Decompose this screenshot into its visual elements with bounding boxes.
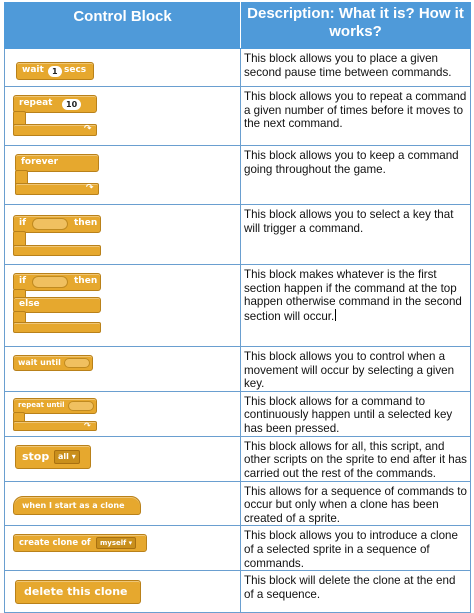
table-row: [5, 481, 471, 526]
block-cell: [5, 87, 241, 146]
description-cell: This block allows for a command to continuously happen until a selected key has been pressed.: [241, 391, 471, 436]
condition-slot: [32, 276, 68, 288]
header-description: Description: What it is? How it works?: [241, 3, 471, 49]
table-row: [5, 526, 471, 571]
wait-until-block: wait until: [13, 355, 93, 371]
description-cell: This block allows you to introduce a clone of a selected sprite in a sequence of commands.: [241, 526, 471, 571]
description-cell: This block allows you to control when a movement will occur by selecting a given key.: [241, 347, 471, 392]
block-cell: [5, 347, 241, 392]
table-row: [5, 146, 471, 205]
table-row: [5, 87, 471, 146]
table-row: [5, 391, 471, 436]
description-cell: This block makes whatever is the first section happen if the command at the top happen otherwise command in the second section will occur.: [241, 265, 471, 347]
hat-when-start-as-clone: when I start as a clone: [13, 496, 141, 515]
clone-target-dropdown[interactable]: myself ▾: [96, 537, 136, 549]
if-else-foot: [13, 322, 101, 333]
description-cell: This block allows you to repeat a command a given number of times before it moves to the next command.: [241, 87, 471, 146]
condition-slot: [64, 358, 90, 368]
repeat-block-foot: [13, 124, 97, 136]
block-cell: [5, 391, 241, 436]
loop-arrow-icon: ↷: [86, 183, 94, 193]
wait-block: wait 1 secs: [16, 62, 94, 80]
create-clone-block: create clone of myself ▾: [13, 534, 147, 552]
block-cell: [5, 205, 241, 265]
description-cell: This block will delete the clone at the end of a sequence.: [241, 571, 471, 613]
description-cell: This block allows you to keep a command going throughout the game.: [241, 146, 471, 205]
if-block-foot: [13, 245, 101, 256]
block-cell: [5, 436, 241, 481]
loop-arrow-icon: ↷: [84, 420, 91, 430]
stop-option-dropdown[interactable]: all ▾: [54, 450, 80, 464]
header-control-block: Control Block: [5, 3, 241, 49]
if-then-block: if then: [13, 215, 101, 233]
stop-block: stop all ▾: [15, 445, 91, 469]
table-row: [5, 347, 471, 392]
block-cell: [5, 526, 241, 571]
loop-arrow-icon: ↷: [84, 124, 92, 134]
description-cell: This block allows you to place a given second pause time between commands.: [241, 49, 471, 87]
description-cell: This allows for a sequence of commands to occur but only when a clone has been created of a sprite.: [241, 481, 471, 526]
if-else-block: if then: [13, 273, 101, 291]
table-row: [5, 265, 471, 347]
forever-block-foot: [15, 183, 99, 195]
else-section: else: [13, 297, 101, 313]
repeat-until-block: repeat until: [13, 398, 97, 414]
block-cell: [5, 146, 241, 205]
condition-slot: [32, 218, 68, 230]
table-header-row: [5, 3, 471, 49]
dropdown-arrow-icon: ▾: [128, 539, 133, 548]
condition-slot: [68, 401, 94, 411]
block-cell: [5, 49, 241, 87]
table-row: [5, 49, 471, 87]
block-cell: [5, 481, 241, 526]
wait-seconds-value: 1: [48, 66, 62, 77]
repeat-until-foot: [13, 421, 97, 431]
repeat-block: repeat 10: [13, 95, 97, 113]
dropdown-arrow-icon: ▾: [71, 451, 76, 461]
control-blocks-table: [4, 2, 471, 613]
delete-this-clone-block: delete this clone: [15, 580, 141, 604]
text-cursor: [335, 309, 336, 321]
forever-block: forever: [15, 154, 99, 172]
description-cell: This block allows for all, this script, and other scripts on the sprite to end after it has carried out the rest of the commands.: [241, 436, 471, 481]
description-cell: This block allows you to select a key that will trigger a command.: [241, 205, 471, 265]
repeat-count-value: 10: [62, 99, 81, 110]
table-row: [5, 436, 471, 481]
block-cell: [5, 265, 241, 347]
table-row: [5, 205, 471, 265]
